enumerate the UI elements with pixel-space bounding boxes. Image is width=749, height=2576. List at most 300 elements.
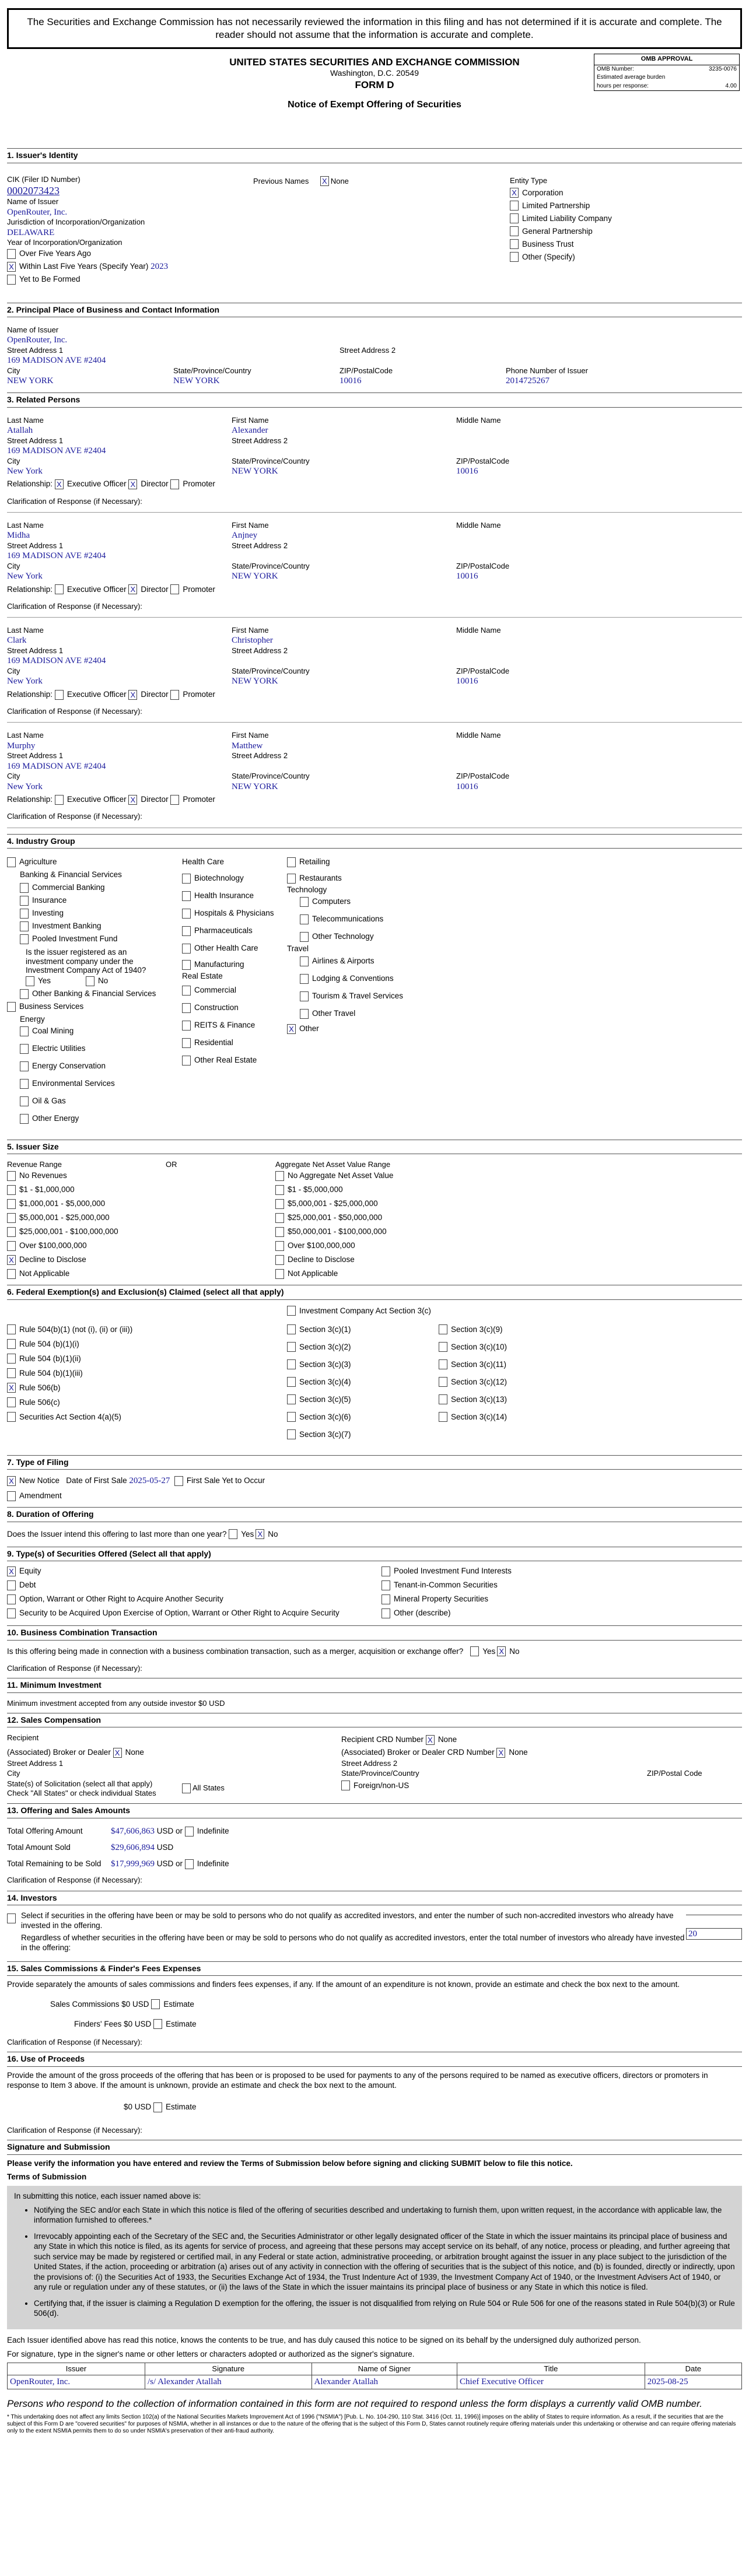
ica-section-checkbox[interactable] bbox=[439, 1394, 447, 1404]
industry-label: Commercial bbox=[194, 985, 237, 994]
nav-range-checkbox[interactable] bbox=[275, 1171, 284, 1181]
entity-corporation-checkbox[interactable]: X bbox=[510, 188, 519, 198]
ica-section-option bbox=[287, 1393, 439, 1406]
security-type-option bbox=[7, 1579, 382, 1592]
indefinite-checkbox[interactable] bbox=[185, 1827, 194, 1837]
sig-title[interactable]: Chief Executive Officer bbox=[457, 2375, 645, 2389]
entity-other-checkbox[interactable] bbox=[510, 252, 519, 262]
exemption-checkbox[interactable] bbox=[7, 1412, 16, 1422]
jurisdiction-label: Jurisdiction of Incorporation/Organization bbox=[7, 218, 145, 227]
nav-range-label: $1 - $5,000,000 bbox=[288, 1185, 343, 1194]
exec-officer-checkbox[interactable] bbox=[55, 795, 64, 805]
exec-officer-label: Executive Officer bbox=[66, 584, 127, 594]
director-checkbox[interactable]: X bbox=[128, 690, 137, 700]
revenue-range-option bbox=[7, 1211, 275, 1224]
exemption-option bbox=[7, 1352, 287, 1365]
ica-section-label: Section 3(c)(12) bbox=[451, 1377, 508, 1386]
industry-label: Biotechnology bbox=[194, 873, 244, 882]
nav-range-checkbox[interactable] bbox=[275, 1255, 284, 1265]
total-offering-label: Total Offering Amount bbox=[7, 1827, 83, 1836]
industry-label: Business Services bbox=[19, 1002, 84, 1011]
industry-label: Airlines & Airports bbox=[312, 956, 374, 965]
middle-name-label: Middle Name bbox=[456, 520, 501, 530]
industry-checkbox[interactable] bbox=[20, 909, 29, 919]
ica-section-option bbox=[287, 1428, 439, 1441]
nav-range-option bbox=[275, 1169, 742, 1182]
duration-no-checkbox[interactable]: X bbox=[256, 1529, 264, 1539]
year-label: Year of Incorporation/Organization bbox=[7, 238, 123, 247]
person-last-name: Clark bbox=[7, 636, 27, 646]
industry-label: Other Banking & Financial Services bbox=[32, 989, 156, 998]
first-name-label: First Name bbox=[232, 415, 269, 425]
ica-section-label: Section 3(c)(11) bbox=[451, 1359, 507, 1369]
omb-note: Persons who respond to the collection of information contained in this form are not required to respond unless the form displays a currently valid OMB number. bbox=[7, 2398, 702, 2410]
first-name-label: First Name bbox=[232, 731, 269, 740]
ica-section-label: Section 3(c)(2) bbox=[299, 1342, 351, 1351]
industry-checkbox[interactable] bbox=[182, 960, 191, 970]
industry-label: Lodging & Conventions bbox=[312, 973, 394, 983]
sig-col-date: Date bbox=[645, 2363, 741, 2375]
person-city: New York bbox=[7, 781, 43, 791]
industry-label: Restaurants bbox=[299, 873, 342, 882]
total-sold-label: Total Amount Sold bbox=[7, 1843, 71, 1852]
crd-none-checkbox[interactable]: X bbox=[426, 1735, 435, 1745]
person-state: NEW YORK bbox=[232, 677, 278, 686]
section-11-title: 11. Minimum Investment bbox=[7, 1678, 742, 1693]
revenue-range-checkbox[interactable] bbox=[7, 1199, 16, 1209]
prev-none-label: None bbox=[330, 176, 349, 185]
within-five-checkbox[interactable]: X bbox=[7, 262, 16, 272]
assoc-crd-label: (Associated) Broker or Dealer CRD Number bbox=[341, 1748, 495, 1757]
cik-link[interactable]: 0002073423 bbox=[7, 184, 60, 197]
ica-section-checkbox[interactable] bbox=[439, 1377, 447, 1387]
industry-checkbox[interactable] bbox=[182, 944, 191, 954]
revenue-range-label: Decline to Disclose bbox=[19, 1255, 86, 1264]
assoc-none-label: None bbox=[125, 1748, 144, 1757]
promoter-label: Promoter bbox=[183, 689, 215, 699]
security-type-checkbox[interactable] bbox=[7, 1594, 16, 1604]
nav-range-label: Over $100,000,000 bbox=[288, 1241, 355, 1250]
entity-trust-checkbox[interactable] bbox=[510, 239, 519, 249]
industry-checkbox[interactable] bbox=[20, 934, 29, 944]
s2-city-label: City bbox=[7, 366, 20, 376]
combo-yes-checkbox[interactable] bbox=[470, 1646, 479, 1656]
section-6-title: 6. Federal Exemption(s) and Exclusion(s) Claimed (select all that apply) bbox=[7, 1285, 742, 1300]
ica-section-checkbox[interactable] bbox=[287, 1342, 296, 1352]
ica-section-label: Section 3(c)(6) bbox=[299, 1412, 351, 1421]
ica-section-label: Section 3(c)(4) bbox=[299, 1377, 351, 1386]
combo-no-checkbox[interactable]: X bbox=[497, 1646, 506, 1656]
first-sale-date: 2025-05-27 bbox=[129, 1476, 170, 1486]
omb-hours-label: hours per response: bbox=[597, 82, 649, 89]
industry-checkbox[interactable] bbox=[182, 874, 191, 884]
person-zip: 10016 bbox=[456, 466, 478, 476]
sales-estimate-label: Estimate bbox=[163, 1999, 194, 2009]
security-type-option bbox=[7, 1565, 382, 1578]
assoc-crd-none-checkbox[interactable]: X bbox=[496, 1748, 505, 1758]
entity-type-option: Corporation bbox=[522, 188, 564, 197]
industry-checkbox[interactable] bbox=[182, 986, 191, 996]
s2-street1: 169 MADISON AVE #2404 bbox=[7, 356, 106, 366]
revenue-range-checkbox[interactable]: X bbox=[7, 1255, 16, 1265]
industry-checkbox[interactable] bbox=[182, 891, 191, 901]
industry-checkbox[interactable] bbox=[182, 1056, 191, 1066]
nav-range-option bbox=[275, 1267, 742, 1280]
security-type-option bbox=[382, 1593, 512, 1606]
previous-names-label: Previous Names bbox=[253, 176, 309, 185]
clarification-label: Clarification of Response (if Necessary): bbox=[7, 707, 142, 716]
middle-name-label: Middle Name bbox=[456, 626, 501, 635]
industry-group bbox=[7, 856, 742, 1126]
or-label: OR bbox=[165, 1160, 177, 1169]
revenue-range-label: Revenue Range bbox=[7, 1160, 62, 1169]
omb-number-label: OMB Number: bbox=[597, 65, 634, 72]
promoter-label: Promoter bbox=[183, 584, 215, 594]
ica-section-checkbox[interactable] bbox=[287, 1359, 296, 1369]
ica-section-checkbox[interactable] bbox=[439, 1412, 447, 1422]
nav-range-checkbox[interactable] bbox=[275, 1185, 284, 1195]
promoter-checkbox[interactable] bbox=[170, 690, 179, 700]
s2-phone: 2014725267 bbox=[506, 376, 550, 386]
security-type-checkbox[interactable] bbox=[382, 1566, 390, 1576]
first-name-label: First Name bbox=[232, 520, 269, 530]
security-type-checkbox[interactable]: X bbox=[7, 1566, 16, 1576]
revenue-range-option bbox=[7, 1197, 275, 1210]
ica-no-checkbox[interactable] bbox=[86, 976, 94, 986]
industry-checkbox[interactable] bbox=[300, 991, 309, 1001]
nav-range-option bbox=[275, 1183, 742, 1196]
revenue-range-checkbox[interactable] bbox=[7, 1269, 16, 1279]
s2-state-label: State/Province/Country bbox=[173, 366, 251, 376]
omb-hours: 4.00 bbox=[725, 82, 737, 89]
ica-section-checkbox[interactable] bbox=[287, 1429, 296, 1439]
nav-range-checkbox[interactable] bbox=[275, 1227, 284, 1237]
entity-lp-checkbox[interactable] bbox=[510, 201, 519, 211]
s13-clarification: Clarification of Response (if Necessary): bbox=[7, 1875, 142, 1884]
revenue-range-checkbox[interactable] bbox=[7, 1185, 16, 1195]
industry-checkbox[interactable] bbox=[20, 896, 29, 906]
entity-llc-checkbox[interactable] bbox=[510, 213, 519, 223]
s12-street2-label: Street Address 2 bbox=[341, 1759, 398, 1768]
assoc-label: (Associated) Broker or Dealer bbox=[7, 1748, 111, 1757]
sig-col-name: Name of Signer bbox=[312, 2363, 457, 2375]
states-q: State(s) of Solicitation (select all that apply) bbox=[7, 1779, 153, 1788]
sig-name[interactable]: Alexander Atallah bbox=[312, 2375, 457, 2389]
industry-checkbox[interactable] bbox=[20, 921, 29, 931]
industry-label: Agriculture bbox=[19, 857, 57, 866]
industry-label: REITS & Finance bbox=[194, 1020, 256, 1029]
city-label: City bbox=[7, 561, 20, 570]
issuer-size bbox=[7, 1160, 742, 1281]
exec-officer-label: Executive Officer bbox=[66, 689, 127, 699]
ica-yes-checkbox[interactable] bbox=[26, 976, 34, 986]
revenue-range-option bbox=[7, 1183, 275, 1196]
street2-label: Street Address 2 bbox=[232, 541, 288, 550]
industry-checkbox[interactable] bbox=[20, 1079, 29, 1089]
last-name-label: Last Name bbox=[7, 415, 44, 425]
minimum-investment: Minimum investment accepted from any outside investor $0 USD bbox=[7, 1698, 225, 1708]
entity-gp-checkbox[interactable] bbox=[510, 226, 519, 236]
industry-label: Construction bbox=[194, 1003, 239, 1012]
proceeds-estimate-checkbox[interactable] bbox=[153, 2102, 162, 2112]
nav-range-checkbox[interactable] bbox=[275, 1213, 284, 1223]
new-notice-checkbox[interactable]: X bbox=[7, 1476, 16, 1486]
total-offering: $47,606,863 bbox=[111, 1827, 155, 1837]
ica-section-label: Section 3(c)(9) bbox=[451, 1324, 503, 1334]
exemption-label: Rule 504 (b)(1)(iii) bbox=[19, 1368, 83, 1378]
street1-label: Street Address 1 bbox=[7, 541, 64, 550]
ica-section-option bbox=[287, 1411, 439, 1424]
industry-checkbox[interactable] bbox=[287, 874, 296, 884]
sig-date[interactable]: 2025-08-25 bbox=[645, 2375, 741, 2389]
sig-instruct: Please verify the information you have entered and review the Terms of Submission below before signing and clicking SUBMIT below to file this notice. bbox=[7, 2158, 573, 2168]
industry-checkbox[interactable] bbox=[182, 1021, 191, 1031]
clarification-label: Clarification of Response (if Necessary): bbox=[7, 496, 142, 506]
industry-checkbox[interactable] bbox=[20, 1114, 29, 1124]
foreign-checkbox[interactable] bbox=[341, 1781, 350, 1790]
remaining: $17,999,969 bbox=[111, 1859, 155, 1869]
entity-type-option: Other (Specify) bbox=[522, 252, 575, 261]
signature-title: Signature and Submission bbox=[7, 2140, 742, 2155]
ica-section-label: Section 3(c)(3) bbox=[299, 1359, 351, 1369]
industry-checkbox[interactable] bbox=[20, 1044, 29, 1054]
s2-street1-label: Street Address 1 bbox=[7, 346, 64, 355]
industry-label: Coal Mining bbox=[32, 1026, 74, 1036]
indefinite-label: Indefinite bbox=[197, 1827, 229, 1836]
industry-checkbox[interactable] bbox=[300, 897, 309, 907]
revenue-range-option bbox=[7, 1267, 275, 1280]
s2-name-label: Name of Issuer bbox=[7, 325, 59, 335]
over-five-checkbox[interactable] bbox=[7, 249, 16, 259]
section-3-title: 3. Related Persons bbox=[7, 392, 742, 408]
ica-section-checkbox[interactable] bbox=[287, 1377, 296, 1387]
ica-section-checkbox[interactable] bbox=[439, 1342, 447, 1352]
exec-officer-checkbox[interactable] bbox=[55, 690, 64, 700]
section-2-title: 2. Principal Place of Business and Contact Information bbox=[7, 303, 742, 318]
industry-checkbox[interactable] bbox=[20, 1026, 29, 1036]
industry-checkbox[interactable] bbox=[300, 974, 309, 984]
industry-checkbox[interactable] bbox=[300, 914, 309, 924]
s2-zip-label: ZIP/PostalCode bbox=[340, 366, 393, 376]
industry-label: Retailing bbox=[299, 857, 330, 866]
ica-section-checkbox[interactable] bbox=[287, 1394, 296, 1404]
revenue-range-option bbox=[7, 1253, 275, 1266]
total-sold: $29,606,894 bbox=[111, 1843, 155, 1853]
revenue-range-label: $25,000,001 - $100,000,000 bbox=[19, 1227, 118, 1236]
section-5-title: 5. Issuer Size bbox=[7, 1140, 742, 1155]
industry-checkbox[interactable] bbox=[182, 1038, 191, 1048]
city-label: City bbox=[7, 772, 20, 781]
director-checkbox[interactable]: X bbox=[128, 795, 137, 805]
exemption-label: Rule 506(b) bbox=[19, 1383, 61, 1392]
exec-officer-checkbox[interactable]: X bbox=[55, 479, 64, 489]
state-label: State/Province/Country bbox=[232, 561, 310, 570]
assoc-none-checkbox[interactable]: X bbox=[113, 1748, 122, 1758]
s12-zip-label: ZIP/Postal Code bbox=[647, 1768, 702, 1778]
clarification-label: Clarification of Response (if Necessary): bbox=[7, 601, 142, 611]
form-name: FORM D bbox=[355, 79, 394, 90]
security-type-checkbox[interactable] bbox=[382, 1608, 390, 1618]
agency-city: Washington, D.C. 20549 bbox=[330, 68, 419, 78]
sig-signature[interactable]: /s/ Alexander Atallah bbox=[145, 2375, 312, 2389]
security-type-option bbox=[382, 1607, 512, 1620]
ica-no-label: No bbox=[98, 976, 108, 986]
combo-clarification: Clarification of Response (if Necessary): bbox=[7, 1663, 142, 1673]
industry-checkbox[interactable] bbox=[182, 926, 191, 936]
industry-checkbox[interactable] bbox=[300, 1009, 309, 1019]
exec-officer-label: Executive Officer bbox=[66, 795, 127, 804]
industry-checkbox[interactable] bbox=[20, 883, 29, 893]
industry-checkbox[interactable] bbox=[300, 956, 309, 966]
promoter-checkbox[interactable] bbox=[170, 584, 179, 594]
person-city: New York bbox=[7, 572, 43, 581]
sale-yet-checkbox[interactable] bbox=[174, 1476, 183, 1486]
nav-range-checkbox[interactable] bbox=[275, 1269, 284, 1279]
ica-section-option bbox=[439, 1411, 742, 1424]
sig-col-issuer: Issuer bbox=[8, 2363, 145, 2375]
industry-checkbox[interactable] bbox=[287, 857, 296, 867]
section-9-title: 9. Type(s) of Securities Offered (Select all that apply) bbox=[7, 1547, 742, 1562]
promoter-checkbox[interactable] bbox=[170, 479, 179, 489]
security-type-checkbox[interactable] bbox=[7, 1580, 16, 1590]
director-label: Director bbox=[141, 479, 169, 489]
street1-label: Street Address 1 bbox=[7, 646, 64, 656]
revenue-range-label: No Revenues bbox=[19, 1171, 67, 1180]
remaining-indefinite-checkbox[interactable] bbox=[185, 1859, 194, 1869]
person-first-name: Matthew bbox=[232, 741, 263, 751]
agency-name: UNITED STATES SECURITIES AND EXCHANGE COMMISSION bbox=[229, 57, 520, 68]
industry-checkbox[interactable] bbox=[182, 1003, 191, 1013]
combo-q: Is this offering being made in connection with a business combination transaction, such as a merger, acquisition or exchange offer? bbox=[7, 1646, 464, 1656]
form-title: Notice of Exempt Offering of Securities bbox=[288, 100, 461, 110]
exemption-checkbox[interactable] bbox=[7, 1397, 16, 1407]
revenue-range-checkbox[interactable] bbox=[7, 1213, 16, 1223]
revenue-range-label: $1 - $1,000,000 bbox=[19, 1185, 75, 1194]
s12-street1-label: Street Address 1 bbox=[7, 1759, 64, 1768]
finders-estimate-checkbox[interactable] bbox=[153, 2019, 162, 2029]
new-notice-label: New Notice bbox=[19, 1476, 60, 1485]
related-person bbox=[7, 513, 742, 618]
person-street: 169 MADISON AVE #2404 bbox=[7, 656, 106, 666]
industry-label: Tourism & Travel Services bbox=[312, 991, 404, 1000]
exemption-checkbox[interactable] bbox=[7, 1354, 16, 1364]
exemption-checkbox[interactable] bbox=[7, 1368, 16, 1378]
security-type-checkbox[interactable] bbox=[7, 1608, 16, 1618]
exemption-label: Securities Act Section 4(a)(5) bbox=[19, 1412, 121, 1421]
duration-yes-checkbox[interactable] bbox=[229, 1529, 237, 1539]
nav-range-option bbox=[275, 1239, 742, 1252]
exemption-label: Rule 504 (b)(1)(i) bbox=[19, 1339, 79, 1348]
industry-other-checkbox[interactable]: X bbox=[287, 1024, 296, 1034]
all-states-checkbox[interactable] bbox=[182, 1783, 191, 1793]
nav-range-checkbox[interactable] bbox=[275, 1199, 284, 1209]
ica-section-checkbox[interactable] bbox=[439, 1359, 447, 1369]
related-persons bbox=[7, 408, 742, 828]
industry-checkbox[interactable] bbox=[20, 1061, 29, 1071]
zip-label: ZIP/PostalCode bbox=[456, 772, 510, 781]
promoter-checkbox[interactable] bbox=[170, 795, 179, 805]
security-type-checkbox[interactable] bbox=[382, 1580, 390, 1590]
exemption-checkbox[interactable] bbox=[7, 1324, 16, 1334]
federal-exemptions bbox=[7, 1305, 742, 1446]
industry-label: Environmental Services bbox=[32, 1079, 115, 1088]
ica-section-checkbox[interactable] bbox=[439, 1324, 447, 1334]
security-type-label: Equity bbox=[19, 1566, 41, 1576]
nav-range-checkbox[interactable] bbox=[275, 1241, 284, 1251]
investor-count[interactable]: 20 bbox=[686, 1928, 742, 1940]
last-name-label: Last Name bbox=[7, 520, 44, 530]
sales-estimate-checkbox[interactable] bbox=[151, 1999, 160, 2009]
person-last-name: Atallah bbox=[7, 425, 33, 435]
relationship-label: Relationship: bbox=[7, 479, 53, 489]
security-type-checkbox[interactable] bbox=[382, 1594, 390, 1604]
industry-checkbox[interactable] bbox=[20, 989, 29, 999]
sales-compensation bbox=[7, 1733, 742, 1797]
industry-checkbox[interactable] bbox=[300, 932, 309, 942]
industry-label: Telecommunications bbox=[312, 914, 384, 923]
exemption-label: Rule 504(b)(1) (not (i), (ii) or (iii)) bbox=[19, 1324, 133, 1334]
sec-notice: The Securities and Exchange Commission has not necessarily reviewed the information in this filing and has not determined if it is accurate and complete. The reader should not assume that the information is accurate and complete. bbox=[7, 8, 742, 49]
director-checkbox[interactable]: X bbox=[128, 584, 137, 594]
finders-estimate-label: Estimate bbox=[166, 2019, 197, 2028]
ica-3c-checkbox[interactable] bbox=[287, 1306, 296, 1316]
exemption-checkbox[interactable]: X bbox=[7, 1383, 16, 1393]
person-street: 169 MADISON AVE #2404 bbox=[7, 446, 106, 455]
non-accredited-checkbox[interactable] bbox=[7, 1913, 16, 1923]
related-person bbox=[7, 618, 742, 723]
exec-officer-checkbox[interactable] bbox=[55, 584, 64, 594]
s16-text: Provide the amount of the gross proceeds of the offering that has been or is proposed to be used for payments to any of the persons required to be named as executive officers, directors or promoters in response to Item 3 above. If the amount is unknown, provide an estimate and check the box next to the amount. bbox=[7, 2070, 708, 2090]
industry-label: Energy Conservation bbox=[32, 1061, 106, 1071]
industry-checkbox[interactable] bbox=[7, 857, 16, 867]
revenue-range-checkbox[interactable] bbox=[7, 1227, 16, 1237]
amendment-checkbox[interactable] bbox=[7, 1491, 16, 1501]
revenue-range-checkbox[interactable] bbox=[7, 1171, 16, 1181]
industry-checkbox[interactable] bbox=[20, 1096, 29, 1106]
related-person bbox=[7, 723, 742, 828]
last-name-label: Last Name bbox=[7, 731, 44, 740]
exemption-checkbox[interactable] bbox=[7, 1339, 16, 1349]
prev-none-checkbox[interactable]: X bbox=[320, 176, 329, 186]
industry-checkbox[interactable] bbox=[7, 1002, 16, 1012]
industry-label: Pharmaceuticals bbox=[194, 926, 253, 935]
s2-state: NEW YORK bbox=[173, 376, 220, 386]
relationship-label: Relationship: bbox=[7, 795, 53, 804]
section-8-title: 8. Duration of Offering bbox=[7, 1507, 742, 1522]
industry-label: Health Insurance bbox=[194, 891, 254, 900]
person-state: NEW YORK bbox=[232, 781, 278, 791]
street2-label: Street Address 2 bbox=[232, 751, 288, 760]
director-checkbox[interactable]: X bbox=[128, 479, 137, 489]
ica-section-checkbox[interactable] bbox=[287, 1324, 296, 1334]
entity-type-label: Entity Type bbox=[510, 176, 548, 185]
omb-title: OMB APPROVAL bbox=[594, 54, 739, 65]
revenue-range-option bbox=[7, 1239, 275, 1252]
ica-section-checkbox[interactable] bbox=[287, 1412, 296, 1422]
revenue-range-checkbox[interactable] bbox=[7, 1241, 16, 1251]
s15-text: Provide separately the amounts of sales commissions and finders fees expenses, if any. If the amount of an expenditure is not known, provide an estimate and check the box next to the amount. bbox=[7, 1980, 680, 1989]
yet-formed-checkbox[interactable] bbox=[7, 275, 16, 285]
person-first-name: Anjney bbox=[232, 531, 258, 541]
combo-no-label: No bbox=[509, 1646, 520, 1656]
zip-label: ZIP/PostalCode bbox=[456, 667, 510, 676]
section-16-title: 16. Use of Proceeds bbox=[7, 2052, 742, 2067]
first-name-label: First Name bbox=[232, 626, 269, 635]
securities-types bbox=[7, 1565, 742, 1621]
industry-heading: Energy bbox=[20, 1014, 45, 1024]
director-label: Director bbox=[141, 689, 169, 699]
industry-checkbox[interactable] bbox=[182, 909, 191, 919]
